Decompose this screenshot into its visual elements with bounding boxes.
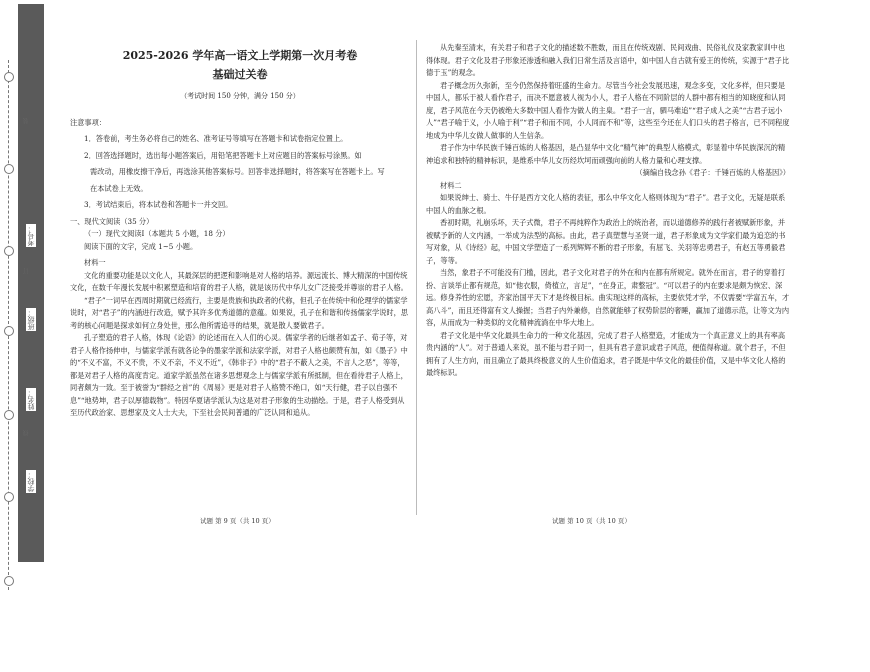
seal-text: 线 (23, 430, 30, 436)
notice-item: 在本试卷上无效。 (90, 183, 148, 193)
page-footer-left: 试题 第 9 页（共 10 页） (200, 517, 275, 525)
notice-item: 2．回答选择题时，选出每小题答案后，用铅笔把答题卡上对应题目的答案标号涂黑。如 (84, 150, 362, 160)
notice-item: 需改动，用橡皮擦干净后，再选涂其他答案标号。回答非选择题时，将答案写在答题卡上。写 (90, 167, 385, 176)
notice-item: 3．考试结束后，将本试卷和答题卡一并交回。 (84, 200, 233, 209)
paragraph: 当然，象君子不可能没有门槛，因此，君子文化对君子的外在和内在都有所规定。就外在而言，君子的穿着打扮、言谈举止都有规范，如“他衣服，倚植立，言足”，“在身正，肃整冠”。“可以君子的内在要求是颇为恢宏、深远。修身养性的宏愿，齐家治国平天下才是终极目标。曲实现这样的高标，主要依凭才学，不仅需要“学富五车，才高八斗”，而且还得富有文人操握；当君子内外兼修，自然就能够了权势阶层的奢睡，赢加了道德示范，让等文为内容，从而成为一种类似的文化精神流淌在中华大地上。 (426, 268, 790, 327)
exam-title: 2025-2026 学年高一语文上学期第一次月考卷 (122, 49, 358, 62)
notice-heading: 注意事项： (70, 117, 106, 127)
paragraph: 君子文化是中华文化最具生命力的一种文化基因，完成了君子人格塑造，才能成为一个真正意义上的具有率高贵内涵的“人”。对于普通人来说，虽不能与君子同一，但具有君子意识或君子风范，便值得称道。就个君子，不但拥有了人生方向，而且确立了最具终极意义的人生价值追求，君子既是中华文化的最佳价值，又是中华文化人格的最终标识。 (426, 330, 786, 377)
paragraph: 孔子塑造的君子人格，体现《论语》的论述而在入人们的心灵。儒家学者的后继者如孟子、荀子等，对君子人格作扬伸申，与儒家学派有就各论争的墨家学派和法家学派，对君子人格也颇赞有加，如《墨子》中的“不义不富，不义不贵，不义不亲，不义不近”，《韩非子》中的“君子不蔽人之美，不言人之恶”，等等，都是对君子人格的高度肯定。道家学派虽然在诸多思想观念上与儒家学派有所抵制，但在看待君子人格上，同者颇为一致。至于被誉为“群经之首”的《周易》更是对君子人格赞不绝口，如“天行健，君子以自强不息”“地势坤，君子以厚德载物”。特因华夏诸学派认为这是对君子形象的生动描绘。于是，君子人格受到从至历代政治家、思想家及文人士大夫，下至社会民间普通的广泛认同和追从。 (70, 333, 408, 417)
reading-instruction: 阅读下面的文字，完成 1~5 小题。 (84, 241, 198, 251)
binding-gutter (0, 0, 46, 672)
column-divider (416, 40, 417, 515)
paragraph: 文化的重要功能是以文化人，其最深层的把逻和影响是对人格的培养。源远流长、博大精深的中国传统文化，在数千年漫长发展中积累塑造和培育的君子人格，就是该历代中华儿女广泛接受并尊崇的君子人格。 (70, 270, 408, 292)
subsection-heading: （一）现代文阅读Ⅰ（本题共 5 小题，18 分） (84, 229, 230, 238)
material-label: 材料一 (84, 258, 106, 267)
right-page (426, 42, 790, 380)
name-field[interactable]: 姓名： (27, 389, 35, 410)
exam-info: （考试时间 150 分钟，满分 150 分） (180, 92, 300, 100)
paragraph: 从先秦至清末，有关君子和君子文化的描述数不胜数，而且在传统戏剧、民间戏曲、民俗礼仪及家教家训中也得体现。君子文化及君子形象还渗透和融入我们日常生活及言语中，如中国人自古就有爱王的传统，实源于“君子比德于玉”的观念。 (426, 43, 790, 77)
exam-subtitle: 基础过关卷 (212, 68, 268, 81)
seal-text: 订 (23, 268, 30, 274)
exam-number-field[interactable]: 考号： (27, 225, 35, 246)
paragraph: “君子”一词早在西周时期就已经流行，主要是贵族和执政者的代称，但孔子在传统中和伦理学的儒家学说时，对“君子”的内涵进行改造，赋予其许多优秀道德的意蕴。如果说，孔子在和谐和传扬儒家学说时，思考的核心问题是探求如何立身处世，那么他所需追寻的结果，就是散人要做君子。 (70, 295, 408, 330)
seal-line (8, 60, 9, 590)
notice-item: 1．答卷前，考生务必将自己的姓名、准考证号等填写在答题卡和试卷指定位置上。 (84, 134, 348, 143)
page-footer-right: 试题 第 10 页（共 10 页） (552, 517, 631, 525)
paragraph: 如果说绅士、骑士、牛仔是西方文化人格的表征，那么中华文化人格则体现为“君子”。君子文化，无疑是联系中国人的血脉之根。 (426, 193, 786, 215)
seal-text: 装 (23, 118, 30, 124)
seal-circle (4, 246, 14, 256)
paragraph: 君子概念历久弥新，至今仍然保持着旺盛的生命力。尽管当今社会发展迅速，观念多变，文化多样，但只要是中国人，都乐于被人看作君子，而决不愿意被人视为小人，君子人格在不同阶层的人群中都有相当的知晓度和认同度，君子风范在今天仍被绝大多数中国人看作为做人的主臬。“君子一言，驷马难追”“君子成人之美”“古君子远小人”“君子喻于义，小人喻于利”“君子和而不同，小人同而不和”等，这些至今还在人们口头的君子格言，已不同程度地成为中华儿女做人做事的人生信条。 (426, 80, 790, 140)
seal-circle (4, 72, 14, 82)
seal-circle (4, 164, 14, 174)
section-heading: 一、现代文阅读（35 分） (70, 216, 154, 226)
class-field[interactable]: 班级： (27, 309, 35, 330)
school-field[interactable]: 学校： (27, 471, 35, 492)
seal-circle (4, 492, 14, 502)
seal-circle (4, 410, 14, 420)
paragraph: 香初时期，礼崩乐坏，天子式微，君子不再纯粹作为政治上的统治者，而以道德修养的践行者被赋新形象，并被赋予新的人文内涵，一举成为法型的高标。由此，君子真塑慧与圣贤一道，君子形象成为文学家们最为追恋的书写对象，从《诗经》起，中国文学塑造了一系列辉辉不断的君子形象，有屈飞、关羽等忠勇君子，有赵五等勇毅君子，等等。 (426, 218, 786, 265)
seal-circle (4, 576, 14, 586)
seal-circle (4, 326, 14, 336)
citation: （摘编自钱念孙《君子：千锤百炼的人格基因》） (635, 168, 790, 177)
left-page (70, 42, 410, 420)
paragraph: 君子作为中华民族千锤百炼的人格基因，是凸显华中文化“精气神”的典型人格模式，彰显着中华民族深沉的精神追求和独特的精神标识，是维系中华儿女历经坎坷而顽强向前的人格力量和心理支撑。 (426, 143, 786, 165)
material-label: 材料二 (440, 180, 462, 190)
